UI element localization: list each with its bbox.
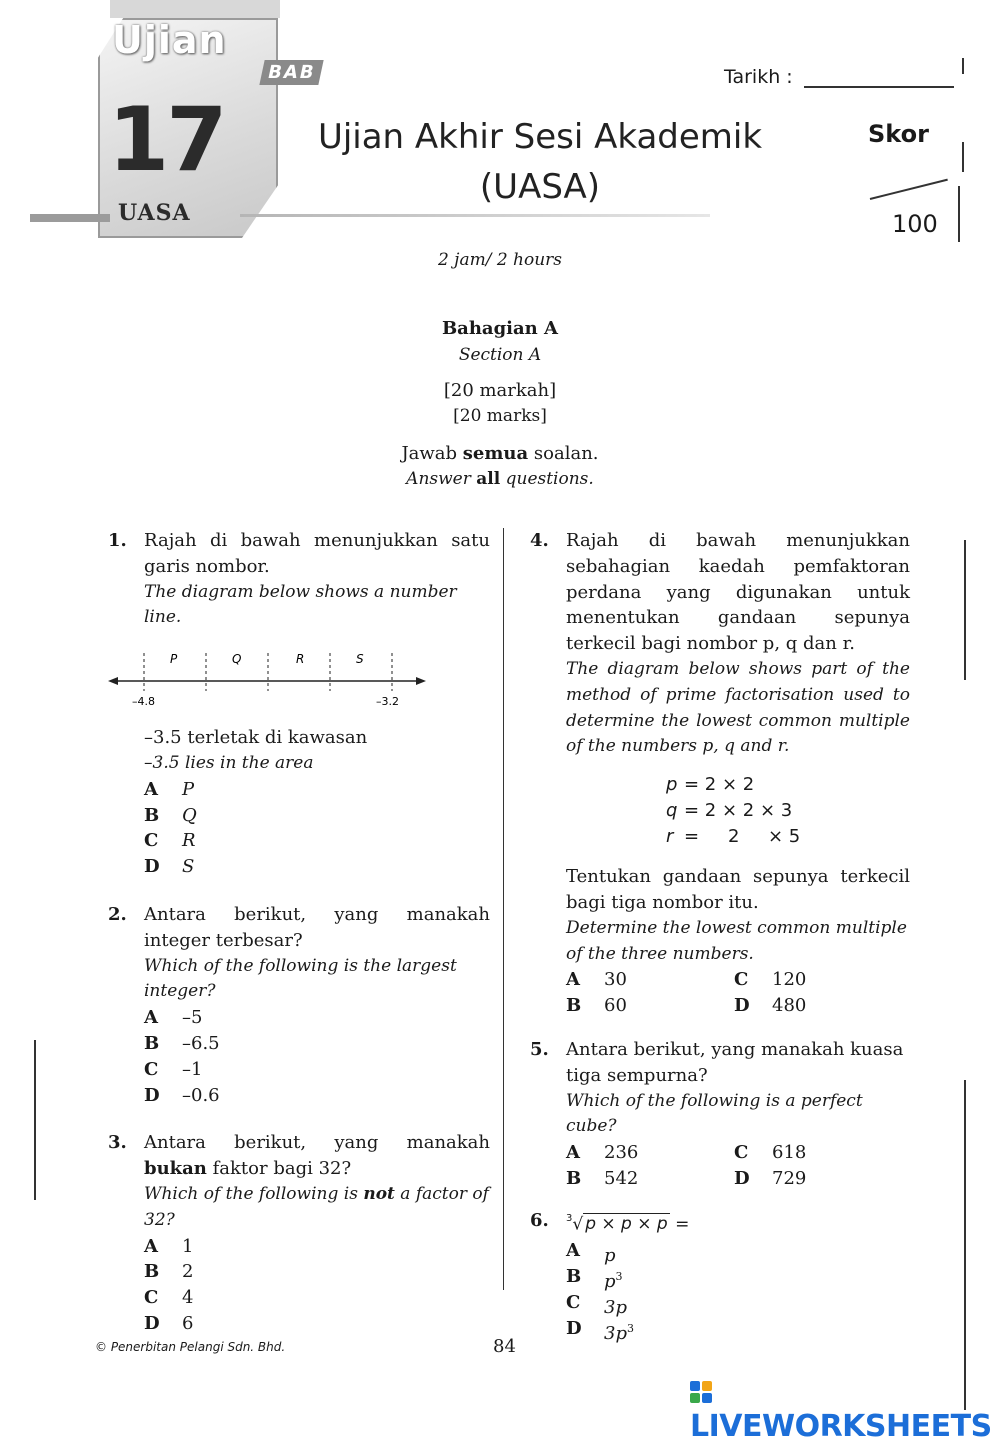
option-letter: B <box>144 804 160 826</box>
page-title <box>300 112 780 212</box>
column-divider <box>503 528 504 1290</box>
option-b[interactable] <box>144 803 490 829</box>
option-letter: A <box>144 778 158 800</box>
date-label: Tarikh : <box>724 66 793 88</box>
option-b[interactable] <box>566 1264 910 1290</box>
badge-number: 17 <box>108 88 225 191</box>
region-label-p: P <box>170 652 178 667</box>
edge-mark <box>962 58 964 74</box>
instruction-ms <box>0 443 1000 464</box>
question-4 <box>530 528 910 1019</box>
instruction-en-bold: all <box>476 469 501 489</box>
section-title-ms: Bahagian A <box>441 318 559 339</box>
edge-mark <box>34 1040 36 1200</box>
title-line-1: Ujian Akhir Sesi Akademik <box>317 117 763 157</box>
option-letter[interactable]: D <box>734 1167 750 1189</box>
edge-mark <box>958 186 960 242</box>
option-d[interactable] <box>144 1083 490 1109</box>
option-letter[interactable]: C <box>734 1142 749 1164</box>
question-number: 3. <box>108 1132 127 1154</box>
badge-top-strip <box>110 0 280 18</box>
question-text-ms-post: faktor bagi 32? <box>206 1158 352 1180</box>
option-letter: D <box>144 1084 160 1106</box>
option-d[interactable] <box>566 1316 910 1342</box>
option-base: 3p <box>604 1322 627 1344</box>
question-text-en: The diagram below shows part of the method of prime factorisation used to determine the lowest common multiple of the numbers p, q and r. <box>566 658 910 757</box>
region-label-s: S <box>356 652 364 667</box>
option-c[interactable] <box>144 1057 490 1083</box>
question-text-en-bold: not <box>363 1183 395 1204</box>
instruction-en-pre: Answer <box>406 469 477 489</box>
question-text-ms: Antara berikut, yang manakah integer terbesar? <box>144 903 490 951</box>
option-value[interactable]: 618 <box>772 1142 807 1164</box>
option-value <box>604 1290 627 1316</box>
cube-root-expression <box>566 1208 910 1238</box>
question-6 <box>530 1208 910 1342</box>
option-value: S <box>182 856 195 878</box>
equation-rhs: = 2 × 2 × 3 <box>684 800 793 822</box>
option-value: –0.6 <box>182 1084 220 1106</box>
question-1 <box>108 528 490 880</box>
region-label-q: Q <box>232 652 242 667</box>
bab-label: BAB <box>259 60 324 85</box>
date-field[interactable] <box>804 86 954 88</box>
option-letter[interactable]: A <box>566 969 580 991</box>
option-letter: B <box>144 1032 160 1054</box>
question-text-ms-bold: bukan <box>144 1158 207 1180</box>
question-prompt-en: –3.5 lies in the area <box>144 752 314 773</box>
option-value[interactable]: 120 <box>772 969 807 991</box>
option-letter: D <box>144 1312 160 1334</box>
option-value[interactable]: 480 <box>772 995 807 1017</box>
header-rule <box>240 214 710 217</box>
option-letter: D <box>144 856 160 878</box>
edge-mark <box>964 1080 966 1410</box>
right-column <box>530 528 910 1344</box>
option-a[interactable] <box>144 1005 490 1031</box>
score-divider <box>870 179 948 200</box>
question-text-ms <box>144 1130 490 1182</box>
option-d[interactable] <box>144 1311 490 1337</box>
badge-word: Ujian <box>112 18 227 62</box>
equation-lhs: p <box>666 774 678 796</box>
question-prompt-ms: Tentukan gandaan sepunya terkecil bagi tiga nombor itu. <box>566 866 910 913</box>
option-letter: C <box>144 830 159 852</box>
option-letter: C <box>144 1058 159 1080</box>
options-grid <box>566 1140 910 1192</box>
question-number: 5. <box>530 1038 549 1060</box>
equation-rhs: = 2 × 2 <box>684 774 755 796</box>
option-value: –5 <box>182 1007 203 1029</box>
arrow-right-icon <box>416 677 426 685</box>
section-title-en: Section A <box>458 345 542 365</box>
option-letter: A <box>566 1240 580 1262</box>
option-value: P <box>182 778 195 800</box>
option-value <box>604 1316 634 1342</box>
instruction-ms-post: soalan. <box>528 443 599 464</box>
liveworksheets-logo-icon <box>690 1381 712 1403</box>
edge-mark <box>964 540 966 680</box>
equation-lhs: r <box>666 826 674 848</box>
equation-q <box>666 798 910 824</box>
equation-factor: × 5 <box>768 826 801 848</box>
equation-equals: = <box>684 826 700 848</box>
arrow-left-icon <box>108 677 118 685</box>
option-letter: C <box>144 1287 159 1309</box>
option-letter: B <box>566 1265 582 1287</box>
question-text-en: The diagram below shows a number line. <box>144 581 457 628</box>
option-value[interactable]: 729 <box>772 1167 807 1189</box>
option-value[interactable]: 60 <box>604 995 627 1017</box>
marks-ms: [20 markah] <box>443 380 557 401</box>
number-line-svg <box>108 645 428 715</box>
question-text-ms: Rajah di bawah menunjukkan sebahagian kaedah pemfaktoran perdana yang digunakan untuk menentukan gandaan sepunya terkecil bagi nombor p, q dan r. <box>566 530 910 655</box>
option-exponent: 3 <box>626 1321 634 1335</box>
equation-p <box>666 772 910 798</box>
equation-r <box>666 824 910 850</box>
root-index: 3 <box>566 1212 573 1224</box>
edge-mark <box>962 142 964 172</box>
question-prompt-ms: –3.5 terletak di kawasan <box>144 727 368 749</box>
number-line-diagram <box>108 645 428 715</box>
question-text-en: Which of the following is the largest integer? <box>144 955 457 1002</box>
option-value <box>604 1238 616 1267</box>
option-value: 4 <box>182 1287 194 1309</box>
right-endpoint-label: –3.2 <box>376 695 399 709</box>
question-text-en-pre: Which of the following is <box>144 1183 364 1204</box>
question-text-ms: Rajah di bawah menunjukkan satu garis nombor. <box>144 530 490 577</box>
option-d[interactable] <box>144 854 490 880</box>
left-column <box>108 528 490 1337</box>
option-value: R <box>182 830 196 852</box>
option-base: p <box>604 1245 616 1267</box>
question-number: 1. <box>108 530 127 551</box>
option-value[interactable]: 542 <box>604 1167 639 1189</box>
options-grid <box>566 967 910 1019</box>
question-text-en <box>144 1182 490 1234</box>
option-value <box>604 1264 623 1290</box>
option-letter: A <box>144 1235 158 1257</box>
option-value: Q <box>182 804 197 826</box>
option-letter: C <box>566 1291 581 1313</box>
option-value[interactable]: 236 <box>604 1142 639 1164</box>
page-number: 84 <box>493 1336 516 1357</box>
option-c[interactable] <box>566 1290 910 1316</box>
option-value: –1 <box>182 1058 203 1080</box>
question-3 <box>108 1130 490 1336</box>
title-line-2: (UASA) <box>479 167 601 207</box>
option-base: 3p <box>604 1296 627 1318</box>
watermark-text: LIVEWORKSHEETS <box>690 1409 992 1444</box>
option-value: 2 <box>182 1261 194 1283</box>
question-prompt-en: Determine the lowest common multiple of the three numbers. <box>566 917 907 964</box>
option-a[interactable] <box>144 1234 490 1260</box>
factorisation-block <box>666 772 910 850</box>
chapter-badge <box>30 0 260 245</box>
equation-factor: 2 <box>728 826 740 848</box>
badge-bar <box>30 214 110 222</box>
option-b[interactable] <box>144 1259 490 1285</box>
option-b[interactable] <box>144 1031 490 1057</box>
option-letter[interactable]: B <box>566 1167 582 1189</box>
option-value: 6 <box>182 1312 194 1334</box>
duration: 2 jam/ 2 hours <box>437 250 563 270</box>
question-text-en: Which of the following is a perfect cube? <box>566 1090 863 1137</box>
instruction-en <box>0 469 1000 489</box>
equation-lhs: q <box>666 800 678 822</box>
option-exponent: 3 <box>615 1269 623 1283</box>
option-letter: B <box>144 1261 160 1283</box>
question-5 <box>530 1037 910 1192</box>
marks-en: [20 marks] <box>453 406 547 426</box>
left-endpoint-label: –4.8 <box>132 695 155 709</box>
radical-sign-icon: √ <box>572 1214 584 1235</box>
question-number: 2. <box>108 903 127 925</box>
liveworksheets-watermark <box>690 1374 1000 1444</box>
option-base: p <box>604 1270 616 1292</box>
question-2 <box>108 902 490 1108</box>
radicand: p × p × p <box>585 1214 668 1235</box>
option-c[interactable] <box>144 1285 490 1311</box>
score-label: Skor <box>868 120 929 148</box>
publisher-credit: © Penerbitan Pelangi Sdn. Bhd. <box>95 1340 286 1354</box>
option-value: –6.5 <box>182 1032 220 1054</box>
badge-sub: UASA <box>118 200 191 226</box>
equals-sign: = <box>675 1214 690 1235</box>
option-value[interactable]: 30 <box>604 969 627 991</box>
option-value: 1 <box>182 1235 194 1257</box>
question-text-ms-pre: Antara berikut, yang manakah <box>144 1132 490 1154</box>
option-letter: D <box>566 1317 582 1339</box>
option-letter[interactable]: C <box>734 969 749 991</box>
option-c[interactable] <box>144 828 490 854</box>
instruction-ms-pre: Jawab <box>401 443 463 464</box>
question-text-en-post: a factor of 32? <box>144 1183 489 1230</box>
option-letter[interactable]: D <box>734 995 750 1017</box>
question-number: 4. <box>530 530 549 551</box>
score-total: 100 <box>892 210 938 238</box>
option-letter: A <box>144 1007 158 1029</box>
option-letter[interactable]: A <box>566 1142 580 1164</box>
instruction-ms-bold: semua <box>462 443 529 464</box>
question-text-ms: Antara berikut, yang manakah kuasa tiga sempurna? <box>566 1038 904 1086</box>
option-letter[interactable]: B <box>566 995 582 1017</box>
question-number: 6. <box>530 1209 549 1231</box>
region-label-r: R <box>296 652 305 667</box>
option-a[interactable] <box>144 777 490 803</box>
instruction-en-post: questions. <box>500 469 594 489</box>
option-a[interactable] <box>566 1238 910 1267</box>
